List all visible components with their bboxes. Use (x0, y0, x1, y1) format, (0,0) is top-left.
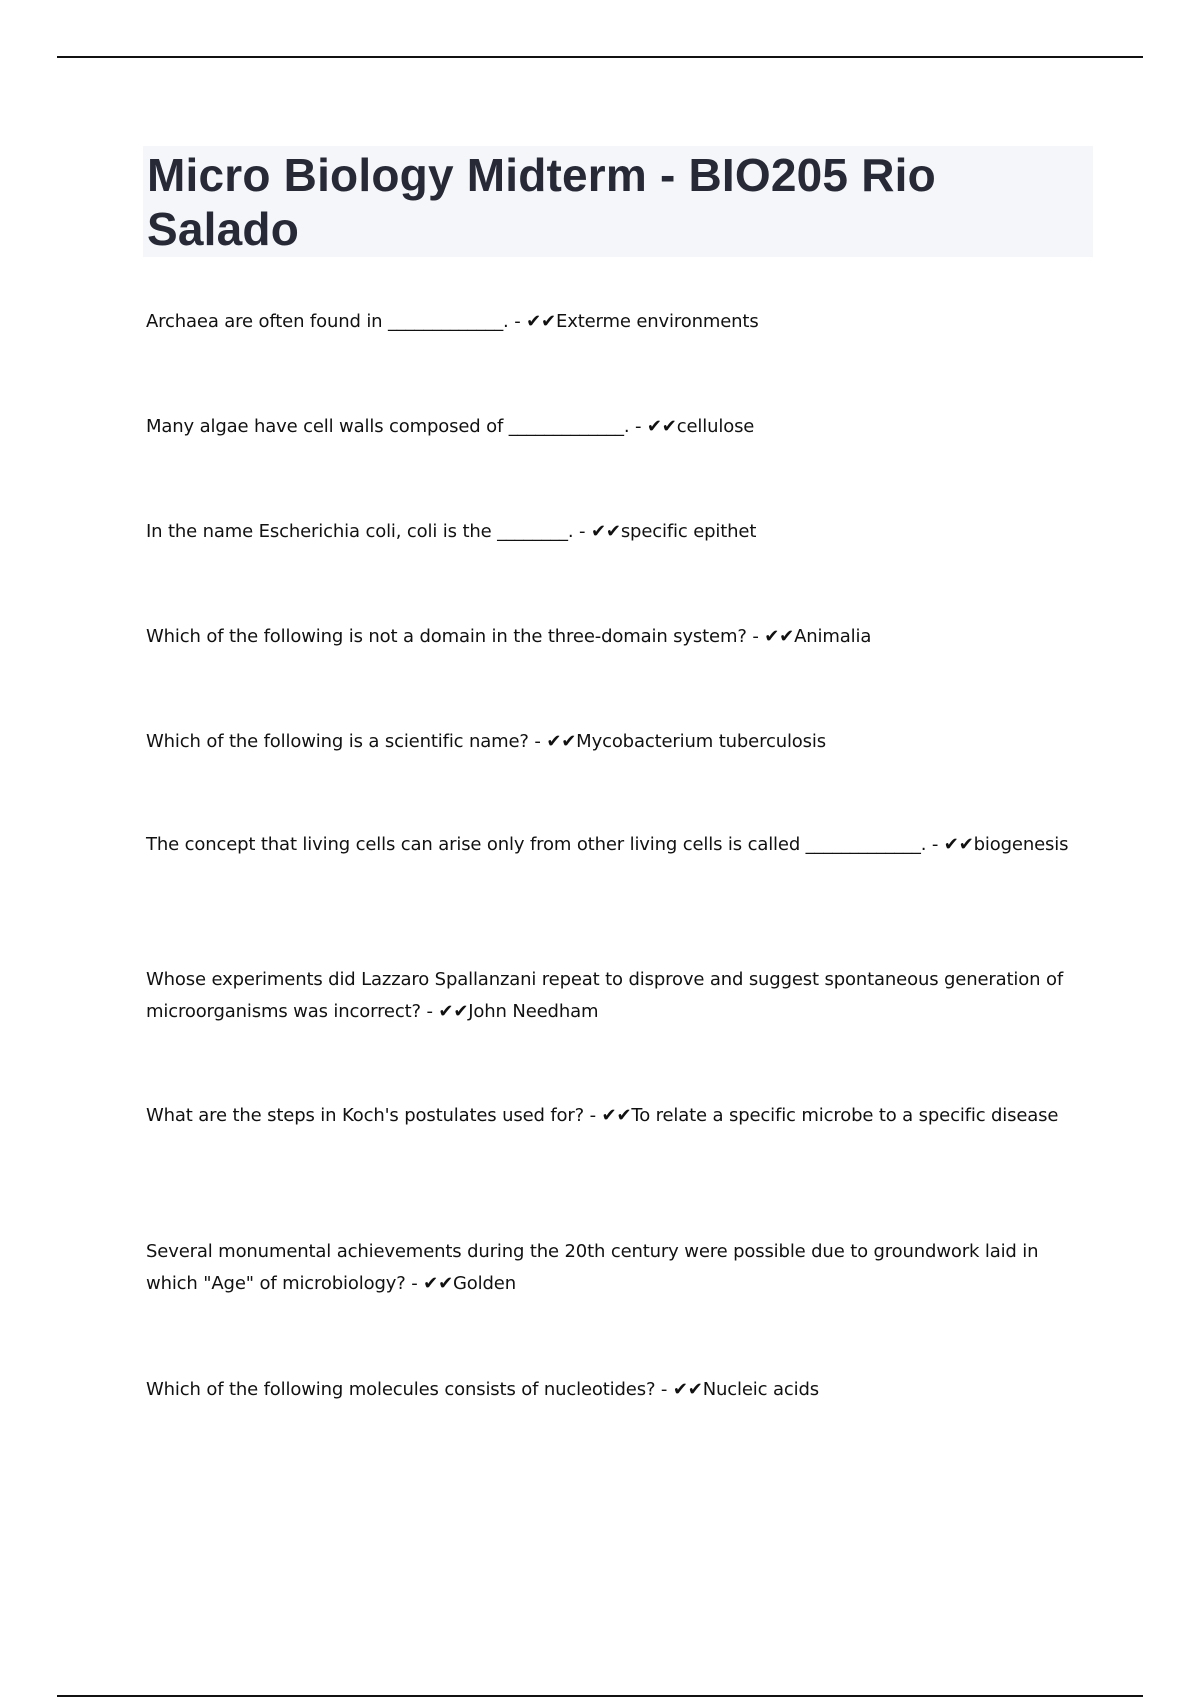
question-item-2: Many algae have cell walls composed of _____________. - ✔✔cellulose (146, 416, 755, 437)
question-item-4: Which of the following is not a domain in the three-domain system? - ✔✔Animalia (146, 626, 872, 647)
question-item-9: Several monumental achievements during the 20th century were possible due to groundwork laid in which "Age" of microbiology? - ✔✔Golden (146, 1241, 1039, 1294)
page-title: Micro Biology Midterm - BIO205 Rio Salado (147, 149, 936, 255)
question-item-7: Whose experiments did Lazzaro Spallanzani repeat to disprove and suggest spontaneous generation of microorganisms was incorrect? - ✔✔John Needham (146, 969, 1064, 1022)
question-item-3: In the name Escherichia coli, coli is the ________. - ✔✔specific epithet (146, 521, 757, 542)
question-item-1: Archaea are often found in _____________. - ✔✔Exterme environments (146, 311, 759, 332)
question-item-6: The concept that living cells can arise only from other living cells is called _____________. - ✔✔biogenesis (146, 834, 1069, 855)
question-item-5: Which of the following is a scientific name? - ✔✔Mycobacterium tuberculosis (146, 731, 826, 752)
question-item-10: Which of the following molecules consists of nucleotides? - ✔✔Nucleic acids (146, 1379, 819, 1400)
top-divider (57, 56, 1143, 58)
question-item-8: What are the steps in Koch's postulates used for? - ✔✔To relate a specific microbe to a specific disease (146, 1105, 1059, 1126)
bottom-divider (57, 1695, 1143, 1697)
title-banner (143, 146, 1093, 257)
